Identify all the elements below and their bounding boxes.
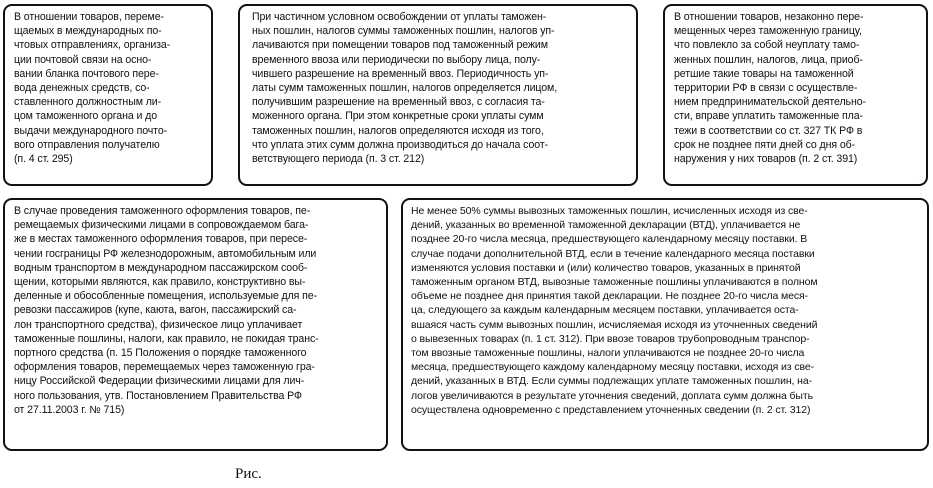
text-block-export-duties [401,198,929,451]
text-block-illegal-goods-text: В отношении товаров, незаконно пере- мещенных через таможенную границу, что повлекло за собой неуплату тамо- женных пошлин, налогов, лица, приоб- ретшие такие товары на таможенной территории РФ в связи с осуществле- нием предпринимательской деятельно- сти, вправе уплатить таможенные пла- тежи в соответствии со ст. 327 ТК РФ в срок не позднее пяти дней со дня об- наружения у них товаров (п. 2 ст. 391) [674,11,866,166]
text-block-illegal-goods [663,4,928,186]
text-block-export-duties-text: Не менее 50% суммы вывозных таможенных пошлин, исчисленных исходя из све- дений, указанных во временной таможенной декларации (ВТД), уплачивается не позднее 20-го числа месяца, предшествующего календарному месяцу поставки. В случае подачи дополнительной ВТД, если в течение календарного месяца поставки изменяются условия поставки и (или) количество товаров, указанных в принятой таможенным органом ВТД, вывозные таможенные пошлины уплачиваются в полном объеме не позднее дня принятия такой декларации. Не позднее 20-го числа меся- ца, следующего за каждым календарным месяцем поставки, уплачивается оста- вшаяся часть сумм вывозных пошлин, исчисляемая исходя из уточненных сведений о вывезенных товарах (п. 1 ст. 312). При ввозе товаров трубопроводным транспор- том ввозные таможенные пошлины, налоги уплачиваются не позднее 20-го числа месяца, предшествующего каждому календарному месяцу поставки, исходя из све- дений, указанных в ВТД. Если суммы подлежащих уплате таможенных пошлин, на- логов увеличиваются в результате уточнения сведений, доплата сумм должна быть осуществлена одновременно с представлением уточненных сведении (п. 2 ст. 312) [411,205,818,416]
text-block-temporary-import [238,4,638,186]
text-block-postal [3,4,213,186]
text-block-individuals-baggage [3,198,388,451]
text-block-postal-text: В отношении товаров, переме- щаемых в международных по- чтовых отправлениях, организа- ции почтовой связи на осно- вании бланка почтового пере- вода денежных средств, со- ставленного должностным ли- цом таможенного органа и до выдачи международного почто- вого отправления получателю (п. 4 ст. 295) [14,11,171,166]
text-block-individuals-baggage-text: В случае проведения таможенного оформления товаров, пе- ремещаемых физическими лицами в сопровождаемом бага- же в местах таможенного оформления товаров, при пересе- чении госграницы РФ железнодорожным, автомобильным или водным транспортом в международном пассажирском сооб- щении, которыми являются, как правило, конструктивно вы- деленные и обособленные помещения, используемые для пе- ревозки пассажиров (купе, каюта, вагон, пассажирский са- лон транспортного средства), физическое лицо уплачивает таможенные пошлины, налоги, как правило, не покидая транс- портного средства (п. 15 Положения о порядке таможенного оформления товаров, перемещаемых через таможенную гра- ницу Российской Федерации физическими лицами для лич- ного пользования, утв. Постановлением Правительства РФ от 27.11.2003 г. № 715) [14,205,319,416]
text-block-temporary-import-text: При частичном условном освобождении от уплаты таможен- ных пошлин, налогов суммы таможенных пошлин, налогов уп- лачиваются при помещении товаров под таможенный режим временного ввоза или периодически по выбору лица, полу- чившего разрешение на временный ввоз. Периодичность уп- латы сумм таможенных пошлин, налогов определяется лицом, получившим разрешение на временный ввоз, с согласия та- моженного органа. При этом конкретные сроки уплаты сумм таможенных пошлин, налогов определяются исходя из того, что уплата этих сумм должна производиться до начала соот- ветствующего периода (п. 3 ст. 212) [252,11,558,166]
figure-caption: Рис. [235,466,262,482]
